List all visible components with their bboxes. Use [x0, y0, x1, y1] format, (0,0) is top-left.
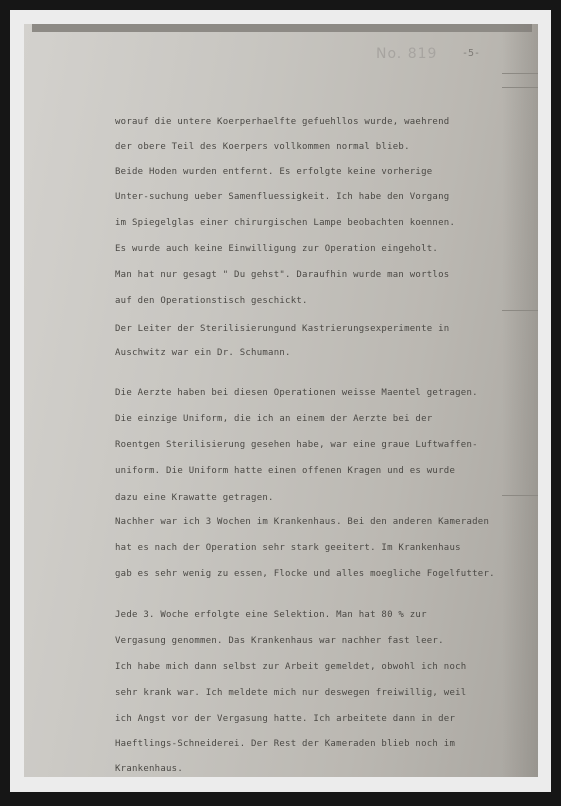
- text-line: der obere Teil des Koerpers vollkommen normal blieb.: [115, 142, 410, 152]
- text-line: worauf die untere Koerperhaelfte gefuehllos wurde, waehrend: [115, 117, 450, 127]
- text-line: uniform. Die Uniform hatte einen offenen Kragen und es wurde: [115, 466, 456, 476]
- text-line: Roentgen Sterilisierung gesehen habe, war eine graue Luftwaffen-: [115, 440, 478, 450]
- text-line: Vergasung genommen. Das Krankenhaus war nachher fast leer.: [115, 636, 444, 646]
- text-line: Der Leiter der Sterilisierungund Kastrierungsexperimente in: [115, 324, 450, 334]
- text-line: Beide Hoden wurden entfernt. Es erfolgte keine vorherige: [115, 167, 433, 177]
- text-line: Jede 3. Woche erfolgte eine Selektion. Man hat 80 % zur: [115, 610, 427, 620]
- text-line: Man hat nur gesagt " Du gehst". Daraufhin wurde man wortlos: [115, 270, 450, 280]
- text-line: Die einzige Uniform, die ich an einem der Aerzte bei der: [115, 414, 433, 424]
- text-line: Es wurde auch keine Einwilligung zur Operation eingeholt.: [115, 244, 439, 254]
- page-top-shadow: [32, 24, 532, 32]
- text-line: ich Angst vor der Vergasung hatte. Ich arbeitete dann in der: [115, 714, 456, 724]
- text-line: Krankenhaus.: [115, 764, 184, 774]
- text-line: Unter-suchung ueber Samenfluessigkeit. Ich habe den Vorgang: [115, 192, 450, 202]
- text-line: sehr krank war. Ich meldete mich nur deswegen freiwillig, weil: [115, 688, 467, 698]
- text-line: im Spiegelglas einer chirurgischen Lampe beobachten koennen.: [115, 218, 456, 228]
- edge-mark: [502, 310, 538, 311]
- edge-mark: [502, 73, 538, 74]
- text-line: hat es nach der Operation sehr stark geeitert. Im Krankenhaus: [115, 543, 461, 553]
- text-line: Haeftlings-Schneiderei. Der Rest der Kameraden blieb noch im: [115, 739, 456, 749]
- page-edge-shade: [502, 24, 538, 777]
- text-line: Auschwitz war ein Dr. Schumann.: [115, 348, 291, 358]
- page-number: -5-: [462, 48, 481, 59]
- document-page: [24, 24, 538, 777]
- text-line: Die Aerzte haben bei diesen Operationen weisse Maentel getragen.: [115, 388, 478, 398]
- text-line: dazu eine Krawatte getragen.: [115, 493, 274, 503]
- paper-mount: [10, 10, 551, 792]
- text-line: auf den Operationstisch geschickt.: [115, 296, 308, 306]
- edge-mark: [502, 495, 538, 496]
- text-line: Nachher war ich 3 Wochen im Krankenhaus. Bei den anderen Kameraden: [115, 517, 490, 527]
- edge-mark: [502, 87, 538, 88]
- text-line: Ich habe mich dann selbst zur Arbeit gemeldet, obwohl ich noch: [115, 662, 467, 672]
- text-line: gab es sehr wenig zu essen, Flocke und alles moegliche Fogelfutter.: [115, 569, 495, 579]
- archive-number-stamp: No. 819: [376, 46, 438, 62]
